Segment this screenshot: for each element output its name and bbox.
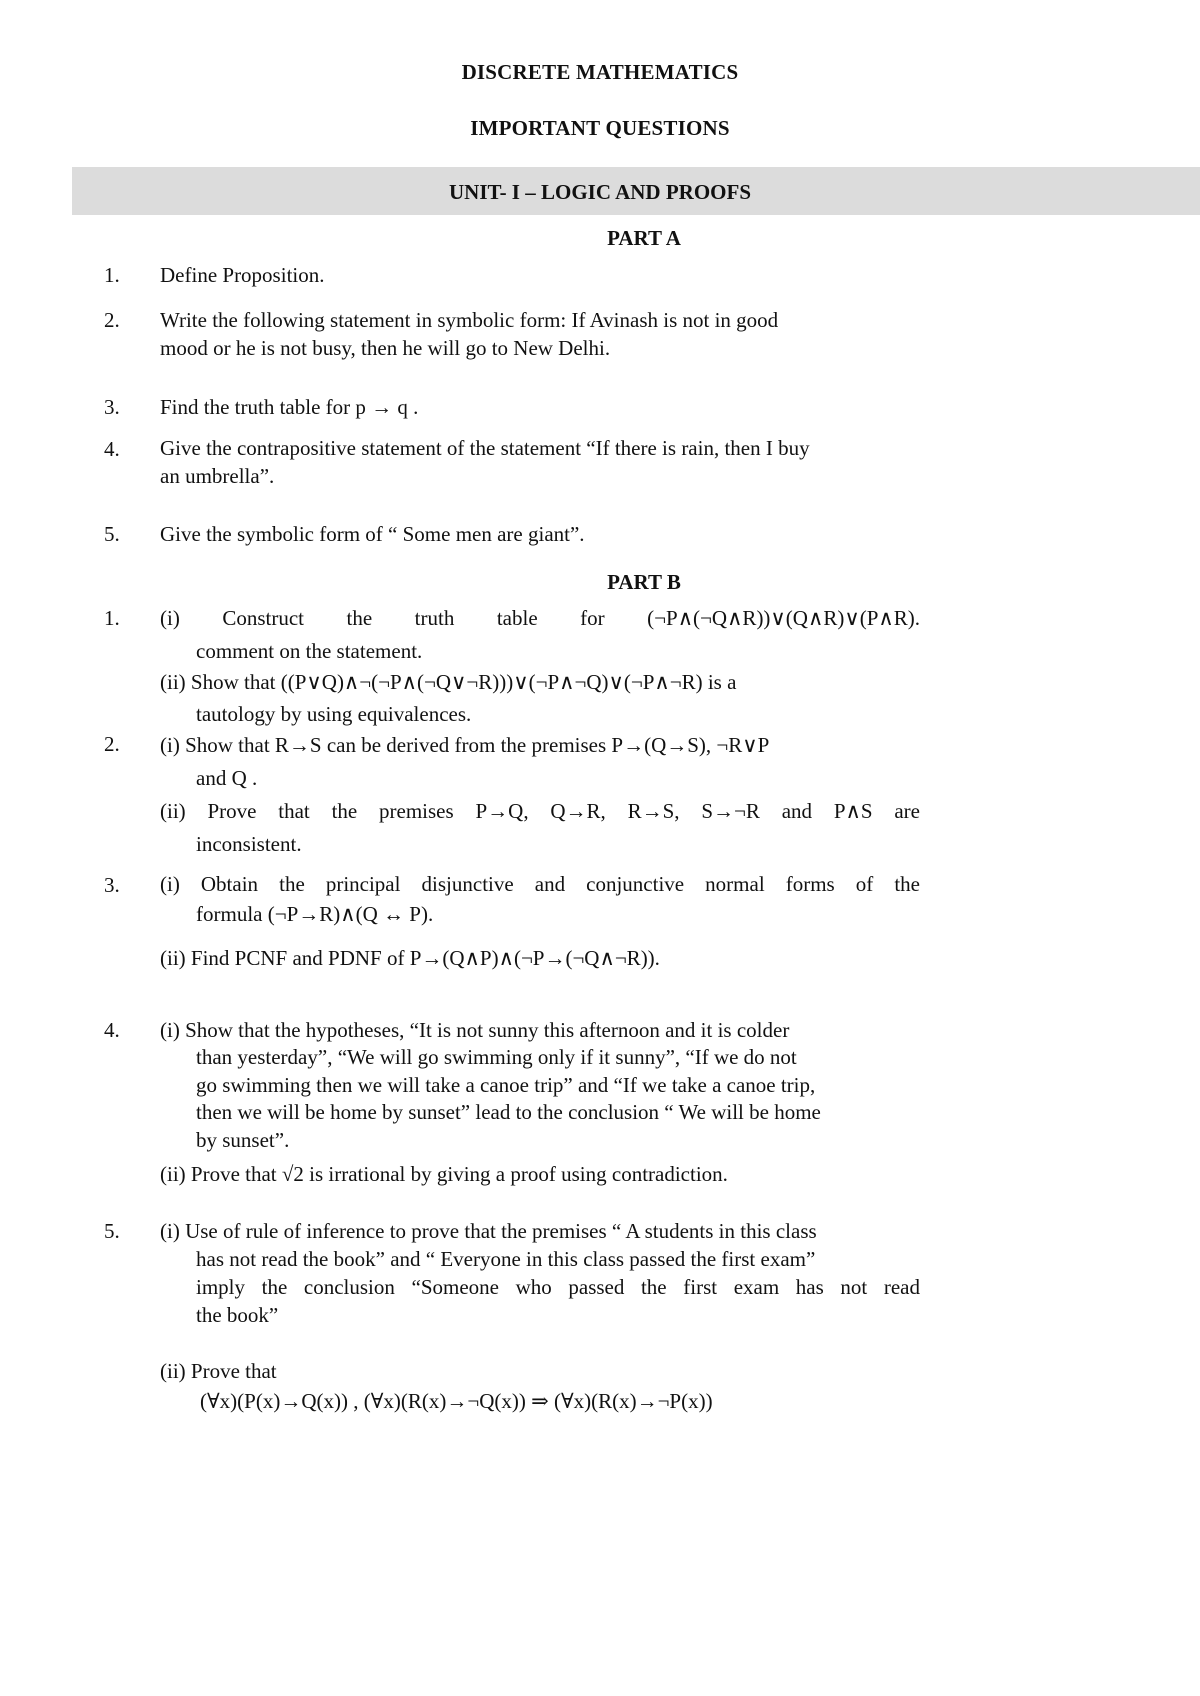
document-subtitle: IMPORTANT QUESTIONS (470, 116, 730, 140)
part-b-q3-line-2: formula (¬P→R)∧(Q ↔ P). (196, 902, 434, 926)
part-b-q1-line-2: comment on the statement. (196, 639, 423, 663)
part-a-q4-number: 4. (104, 437, 120, 461)
part-b-q5-line-3: imply the conclusion “Someone who passed the first exam has not read (196, 1275, 920, 1299)
part-b-q5-line-1: (i) Use of rule of inference to prove that the premises “ A students in this class (160, 1219, 817, 1243)
part-b-q2-number: 2. (104, 732, 120, 756)
part-b-q2-line-3: (ii) Prove that the premises P→Q, Q→R, R→S, S→¬R and P∧S are (160, 799, 920, 823)
part-b-q3-line-1: (i) Obtain the principal disjunctive and conjunctive normal forms of the (160, 872, 920, 896)
part-b-q5-number: 5. (104, 1219, 120, 1243)
part-b-q2-line-4: inconsistent. (196, 832, 302, 856)
part-b-q5-line-2: has not read the book” and “ Everyone in this class passed the first exam” (196, 1247, 816, 1271)
part-a-q2-number: 2. (104, 308, 120, 332)
part-b-q2-line-2: and Q . (196, 766, 258, 790)
part-b-q5-line-5: (ii) Prove that (160, 1359, 277, 1383)
part-b-q1-number: 1. (104, 606, 120, 630)
course-title: DISCRETE MATHEMATICS (461, 60, 739, 84)
part-b-q5-line-6: (∀x)(P(x)→Q(x)) , (∀x)(R(x)→¬Q(x)) ⇒ (∀x)(R(x)→¬P(x)) (200, 1389, 713, 1413)
part-b-q4-number: 4. (104, 1018, 120, 1042)
part-a-q1-number: 1. (104, 263, 120, 287)
part-a-q3-text: Find the truth table for p → q . (160, 395, 419, 419)
part-b-heading: PART B (607, 570, 681, 594)
part-b-q4-line-5: by sunset”. (196, 1128, 290, 1152)
unit-title: UNIT- I – LOGIC AND PROOFS (448, 180, 752, 204)
part-b-q3-line-3: (ii) Find PCNF and PDNF of P→(Q∧P)∧(¬P→(¬Q∧¬R)). (160, 946, 660, 970)
part-a-heading: PART A (607, 226, 681, 250)
part-b-q4-line-4: then we will be home by sunset” lead to the conclusion “ We will be home (196, 1100, 821, 1124)
part-a-q4-line-1: Give the contrapositive statement of the statement “If there is rain, then I buy (160, 436, 810, 460)
part-a-q1-text: Define Proposition. (160, 263, 325, 287)
part-a-q3-number: 3. (104, 395, 120, 419)
part-b-q3-number: 3. (104, 873, 120, 897)
part-a-q5-text: Give the symbolic form of “ Some men are giant”. (160, 522, 585, 546)
part-a-q4-line-2: an umbrella”. (160, 464, 275, 488)
part-b-q4-line-1: (i) Show that the hypotheses, “It is not sunny this afternoon and it is colder (160, 1018, 790, 1042)
part-b-q2-line-1: (i) Show that R→S can be derived from the premises P→(Q→S), ¬R∨P (160, 733, 770, 757)
part-b-q1-line-4: tautology by using equivalences. (196, 702, 472, 726)
part-b-q5-line-4: the book” (196, 1303, 279, 1327)
part-b-q4-line-2: than yesterday”, “We will go swimming only if it sunny”, “If we do not (196, 1045, 797, 1069)
part-b-q1-line-3: (ii) Show that ((P∨Q)∧¬(¬P∧(¬Q∨¬R)))∨(¬P∧¬Q)∨(¬P∧¬R) is a (160, 670, 737, 694)
part-b-q1-line-1: (i) Construct the truth table for (¬P∧(¬Q∧R))∨(Q∧R)∨(P∧R). (160, 606, 920, 630)
part-a-q2-line-2: mood or he is not busy, then he will go to New Delhi. (160, 336, 611, 360)
part-a-q2-line-1: Write the following statement in symbolic form: If Avinash is not in good (160, 308, 779, 332)
part-a-q5-number: 5. (104, 522, 120, 546)
part-b-q4-line-6: (ii) Prove that √2 is irrational by giving a proof using contradiction. (160, 1162, 728, 1186)
part-b-q4-line-3: go swimming then we will take a canoe trip” and “If we take a canoe trip, (196, 1073, 816, 1097)
